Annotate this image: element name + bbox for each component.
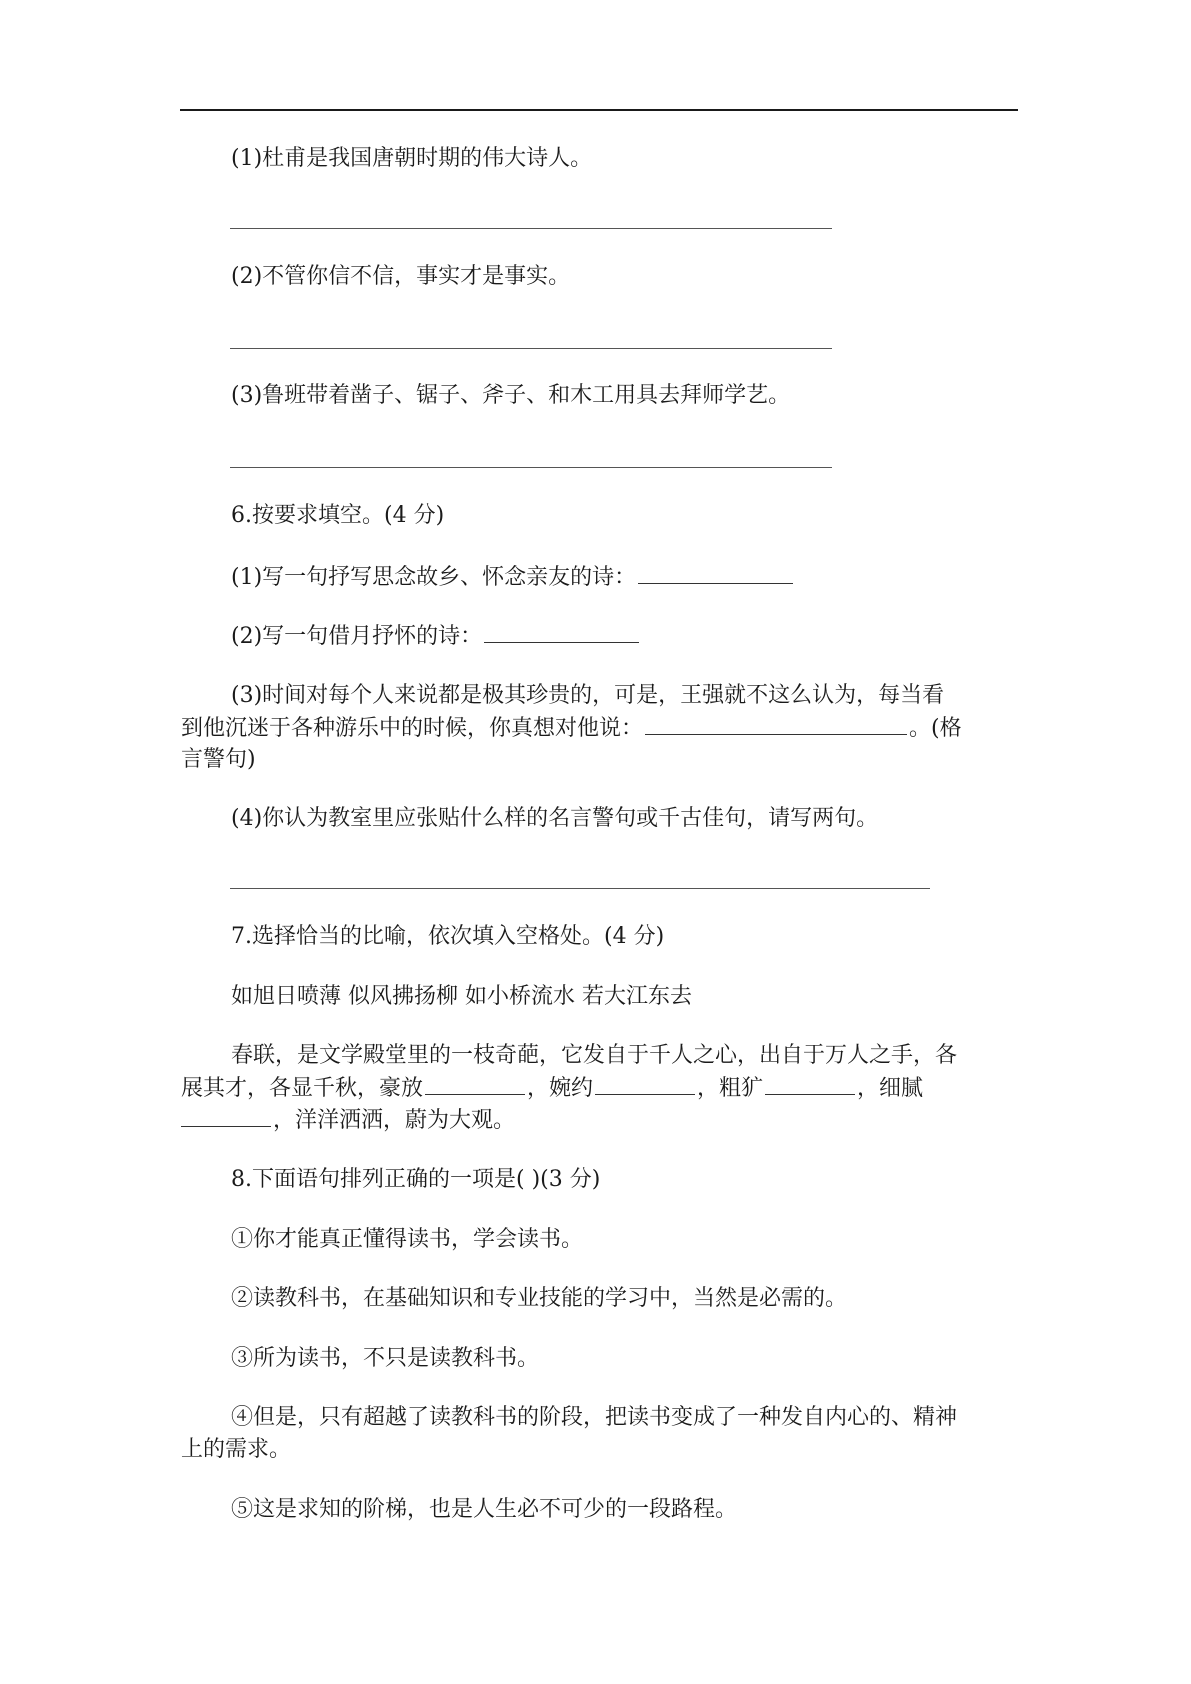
q6-blank-3	[645, 712, 907, 735]
answer-line-4	[230, 888, 930, 889]
q7-blank-2	[595, 1072, 695, 1095]
q5-sentence-2: (2)不管你信不信，事实才是事实。	[231, 264, 571, 289]
q8-sentence-5: ⑤这是求知的阶梯，也是人生必不可少的一段路程。	[231, 1497, 738, 1522]
q6-part-3-text-a: 到他沉迷于各种游乐中的时候，你真想对他说：	[181, 716, 644, 741]
q7-title: 7.选择恰当的比喻，依次填入空格处。(4 分)	[231, 924, 665, 949]
answer-line-2	[230, 348, 832, 349]
q6-blank-2	[484, 620, 639, 643]
q7-passage-line-1: 春联，是文学殿堂里的一枝奇葩，它发自于千人之心，出自于万人之手，各	[231, 1043, 958, 1068]
q7-blank-4	[181, 1104, 271, 1127]
q6-part-3-line-3: 言警句)	[181, 747, 256, 772]
q5-sentence-3: (3)鲁班带着凿子、锯子、斧子、和木工用具去拜师学艺。	[231, 383, 791, 408]
answer-line-3	[230, 467, 832, 468]
q6-part-1-text: (1)写一句抒写思念故乡、怀念亲友的诗：	[231, 565, 637, 590]
q6-part-2-text: (2)写一句借月抒怀的诗：	[231, 624, 483, 649]
q8-sentence-1: ①你才能真正懂得读书，学会读书。	[231, 1227, 584, 1252]
q6-part-1	[181, 561, 1067, 594]
q7-blank-1	[425, 1072, 525, 1095]
q6-part-3-text-b: 。(格	[909, 716, 962, 741]
q8-sentence-3: ③所为读书，不只是读教科书。	[231, 1346, 540, 1371]
q7-blank-3	[765, 1072, 855, 1095]
q7-text-c: ，粗犷	[697, 1076, 764, 1101]
q7-text-e: ，洋洋洒洒，蔚为大观。	[273, 1108, 516, 1133]
q5-sentence-1: (1)杜甫是我国唐朝时期的伟大诗人。	[231, 146, 593, 171]
q8-title: 8.下面语句排列正确的一项是( )(3 分)	[231, 1167, 601, 1192]
q6-part-2	[181, 620, 1067, 653]
q8-sentence-4-line-2: 上的需求。	[181, 1437, 292, 1462]
q8-sentence-4-line-1: ④但是，只有超越了读教科书的阶段，把读书变成了一种发自内心的、精神	[231, 1405, 958, 1430]
header-rule	[180, 109, 1018, 111]
q7-passage-line-3	[181, 1104, 1017, 1137]
answer-line-1	[230, 228, 832, 229]
q6-part-4: (4)你认为教室里应张贴什么样的名言警句或千古佳句，请写两句。	[231, 806, 879, 831]
q6-part-3-line-1: (3)时间对每个人来说都是极其珍贵的，可是，王强就不这么认为，每当看	[231, 683, 945, 708]
q7-text-a: 展其才，各显千秋，豪放	[181, 1076, 424, 1101]
q7-passage-line-2	[181, 1072, 1017, 1105]
q6-part-3-line-2	[181, 712, 1017, 745]
q6-title: 6.按要求填空。(4 分)	[231, 503, 445, 528]
q7-text-d: ，细腻	[857, 1076, 924, 1101]
q6-blank-1	[638, 561, 793, 584]
q8-sentence-2: ②读教科书，在基础知识和专业技能的学习中，当然是必需的。	[231, 1286, 848, 1311]
q7-options: 如旭日喷薄 似风拂扬柳 如小桥流水 若大江东去	[231, 984, 692, 1009]
q7-text-b: ，婉约	[527, 1076, 594, 1101]
